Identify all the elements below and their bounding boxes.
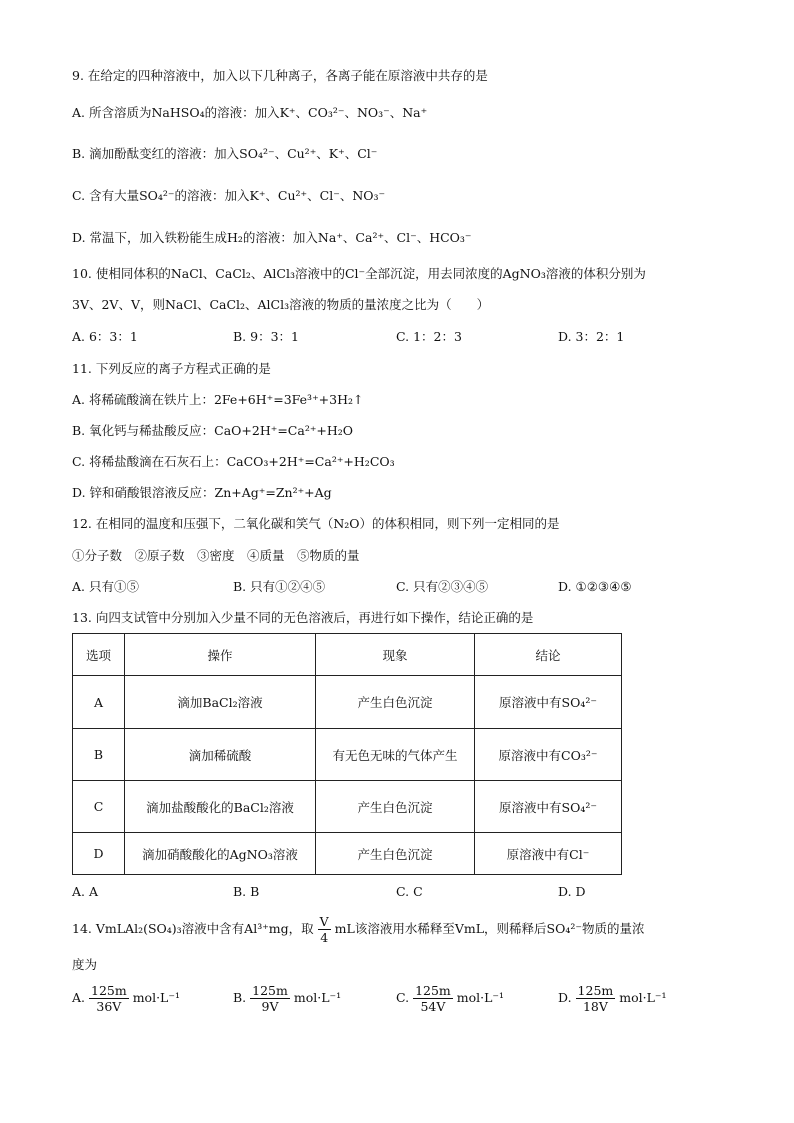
fraction-denominator: 9V — [261, 999, 279, 1014]
q11-option-b: B. 氧化钙与稀盐酸反应：CaO+2H⁺=Ca²⁺+H₂O — [72, 423, 354, 438]
q11-option-c: C. 将稀盐酸滴在石灰石上：CaCO₃+2H⁺=Ca²⁺+H₂CO₃ — [72, 454, 395, 469]
q14-option-a — [72, 983, 180, 1014]
option-label: C. — [396, 990, 410, 1005]
q9-option-b: B. 滴加酚酞变红的溶液：加入SO₄²⁻、Cu²⁺、K⁺、Cl⁻ — [72, 146, 378, 161]
q14-text-part1: VmLAl₂(SO₄)₃溶液中含有Al³⁺mg，取 — [95, 921, 314, 936]
q13-option-c: C. C — [396, 884, 423, 899]
table-header-cell: 操作 — [125, 634, 316, 676]
q9-option-d: D. 常温下，加入铁粉能生成H₂的溶液：加入Na⁺、Ca²⁺、Cl⁻、HCO₃⁻ — [72, 230, 472, 245]
q10-option-d: D. 3：2：1 — [558, 329, 625, 344]
table-row — [73, 833, 622, 875]
q13-option-d: D. D — [558, 884, 586, 899]
q14-number: 14. — [72, 921, 92, 936]
table-cell: 产生白色沉淀 — [316, 833, 475, 875]
q14-stem-line2: 度为 — [72, 957, 98, 972]
table-cell: C — [73, 781, 125, 833]
table-row — [73, 729, 622, 781]
table-cell: 滴加硝酸酸化的AgNO₃溶液 — [125, 833, 316, 875]
table-header-cell: 选项 — [73, 634, 125, 676]
table-cell: 滴加盐酸酸化的BaCl₂溶液 — [125, 781, 316, 833]
q10-stem-line2: 3V、2V、V，则NaCl、CaCl₂、AlCl₃溶液的物质的量浓度之比为（ ） — [72, 297, 490, 312]
q14-fraction-denominator: 4 — [320, 930, 329, 945]
q14-option-c — [396, 983, 504, 1014]
q12-option-b: B. 只有①②④⑤ — [233, 579, 326, 594]
q10-option-b: B. 9：3：1 — [233, 329, 299, 344]
table-cell: B — [73, 729, 125, 781]
table-cell: 产生白色沉淀 — [316, 676, 475, 729]
table-cell: A — [73, 676, 125, 729]
q10-option-c: C. 1：2：3 — [396, 329, 462, 344]
table-row — [73, 781, 622, 833]
q14-option-b — [233, 983, 341, 1014]
fraction-numerator: 125m — [415, 983, 451, 998]
table-cell: 有无色无味的气体产生 — [316, 729, 475, 781]
q14-stem-line1 — [72, 910, 644, 948]
table-header-cell: 现象 — [316, 634, 475, 676]
option-fraction — [250, 983, 290, 1014]
option-label: D. — [558, 990, 572, 1005]
q14-option-d — [558, 983, 667, 1014]
table-cell: 原溶液中有SO₄²⁻ — [475, 781, 622, 833]
option-unit: mol·L⁻¹ — [456, 990, 505, 1005]
table-cell: 滴加稀硫酸 — [125, 729, 316, 781]
option-unit: mol·L⁻¹ — [293, 990, 342, 1005]
q14-fraction-numerator: V — [319, 914, 329, 929]
q10-option-a: A. 6：3：1 — [72, 329, 138, 344]
table-cell: 原溶液中有CO₃²⁻ — [475, 729, 622, 781]
q10-stem-line1: 10. 使相同体积的NaCl、CaCl₂、AlCl₃溶液中的Cl⁻全部沉淀，用去同浓度的AgNO₃溶液的体积分别为 — [72, 266, 646, 281]
table-cell: 原溶液中有SO₄²⁻ — [475, 676, 622, 729]
q13-stem: 13. 向四支试管中分别加入少量不同的无色溶液后，再进行如下操作，结论正确的是 — [72, 610, 534, 625]
option-unit: mol·L⁻¹ — [132, 990, 180, 1005]
table-cell: 滴加BaCl₂溶液 — [125, 676, 316, 729]
fraction-denominator: 54V — [420, 999, 446, 1014]
option-fraction — [413, 983, 453, 1014]
q14-text-part2: mL该溶液用水稀释至VmL，则稀释后SO₄²⁻物质的量浓 — [334, 921, 645, 936]
option-fraction — [576, 983, 616, 1014]
q13-option-a: A. A — [72, 884, 99, 899]
q14-fraction — [318, 914, 331, 945]
q12-items: ①分子数 ②原子数 ③密度 ④质量 ⑤物质的量 — [72, 548, 360, 563]
q11-stem: 11. 下列反应的离子方程式正确的是 — [72, 361, 271, 376]
q12-option-c: C. 只有②③④⑤ — [396, 579, 489, 594]
fraction-numerator: 125m — [577, 983, 614, 998]
q13-table — [72, 633, 622, 875]
fraction-denominator: 36V — [96, 999, 122, 1014]
q12-option-a: A. 只有①⑤ — [72, 579, 139, 594]
fraction-numerator: 125m — [91, 983, 127, 998]
q13-option-b: B. B — [233, 884, 260, 899]
table-row — [73, 676, 622, 729]
table-header-row — [73, 634, 622, 676]
q9-stem: 9. 在给定的四种溶液中，加入以下几种离子，各离子能在原溶液中共存的是 — [72, 68, 488, 83]
q12-option-d: D. ①②③④⑤ — [558, 579, 632, 594]
option-fraction — [89, 983, 129, 1014]
q12-stem: 12. 在相同的温度和压强下，二氧化碳和笑气（N₂O）的体积相同，则下列一定相同的是 — [72, 516, 560, 531]
q9-option-a: A. 所含溶质为NaHSO₄的溶液：加入K⁺、CO₃²⁻、NO₃⁻、Na⁺ — [72, 105, 428, 120]
table-cell: 原溶液中有Cl⁻ — [475, 833, 622, 875]
table-header-cell: 结论 — [475, 634, 622, 676]
fraction-denominator: 18V — [582, 999, 608, 1014]
q11-option-a: A. 将稀硫酸滴在铁片上：2Fe+6H⁺=3Fe³⁺+3H₂↑ — [72, 392, 364, 407]
table-cell: 产生白色沉淀 — [316, 781, 475, 833]
table-cell: D — [73, 833, 125, 875]
fraction-numerator: 125m — [252, 983, 288, 998]
q9-option-c: C. 含有大量SO₄²⁻的溶液：加入K⁺、Cu²⁺、Cl⁻、NO₃⁻ — [72, 188, 386, 203]
option-unit: mol·L⁻¹ — [619, 990, 667, 1005]
option-label: A. — [72, 990, 86, 1005]
option-label: B. — [233, 990, 247, 1005]
q11-option-d: D. 锌和硝酸银溶液反应：Zn+Ag⁺=Zn²⁺+Ag — [72, 485, 332, 500]
